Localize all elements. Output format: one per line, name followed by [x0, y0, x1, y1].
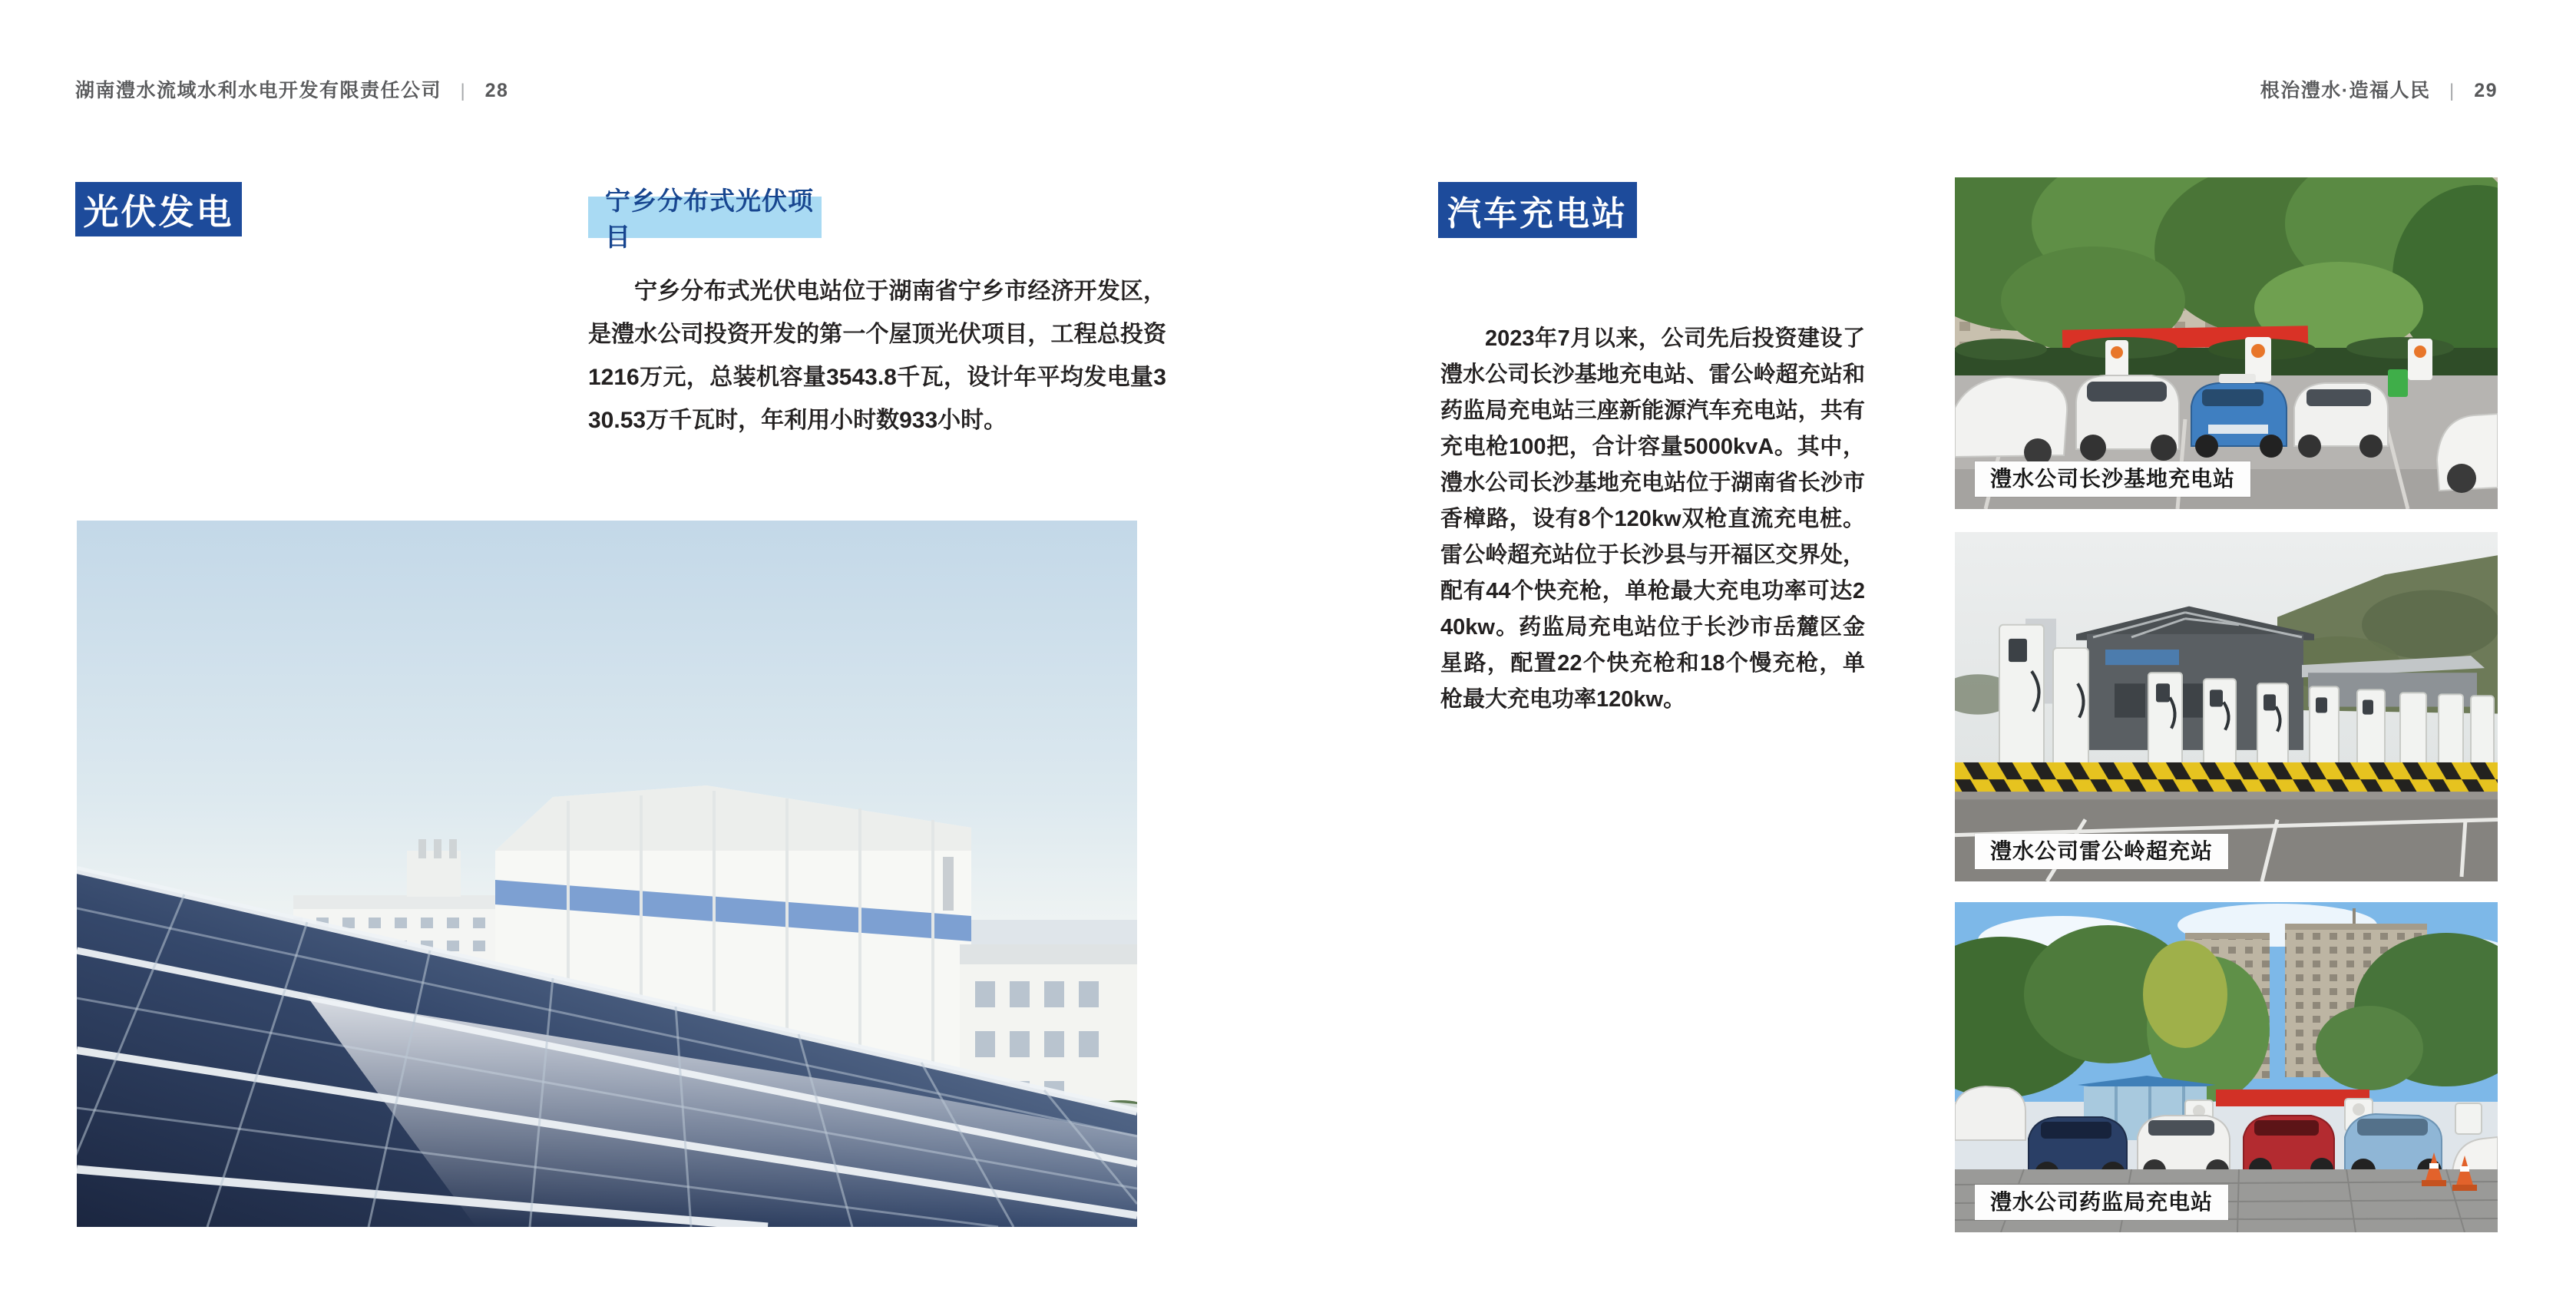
- slogan: 根治澧水·造福人民: [2260, 80, 2431, 101]
- yaojianju-illustration: [1955, 902, 2498, 1232]
- section-title-photovoltaic: 光伏发电: [75, 182, 242, 236]
- ev-photo-leigongling: [1955, 532, 2498, 881]
- page-number-left: 28: [484, 80, 509, 101]
- page-number-right: 29: [2474, 80, 2498, 101]
- photo-caption-changsha-base: 澧水公司长沙基地充电站: [1975, 461, 2250, 497]
- company-name: 湖南澧水流域水利水电开发有限责任公司: [75, 80, 442, 101]
- running-head-left: [75, 75, 508, 103]
- header-separator: |: [2449, 81, 2455, 101]
- pv-rooftop-photo: [77, 521, 1137, 1227]
- ev-photo-yaojianju: [1955, 902, 2498, 1232]
- ev-charging-paragraph: 2023年7月以来，公司先后投资建设了澧水公司长沙基地充电站、雷公岭超充站和药监局充电站三座新能源汽车充电站，共有充电枪100把，合计容量5000kvA。其中，澧水公司长沙基地充电站位于湖南省长沙市香樟路，设有8个120kw双枪直流充电桩。雷公岭超充站位于长沙县与开福区交界处，配有44个快充枪，单枪最大充电功率可达240kw。药监局充电站位于长沙市岳麓区金星路，配置22个快充枪和18个慢充枪，单枪最大充电功率120kw。: [1440, 326, 1865, 712]
- photo-caption-leigongling: 澧水公司雷公岭超充站: [1975, 834, 2228, 869]
- photo-caption-yaojianju: 澧水公司药监局充电站: [1975, 1185, 2228, 1220]
- section-title-ev-charging: 汽车充电站: [1438, 182, 1637, 238]
- changsha-base-illustration: [1955, 177, 2498, 509]
- subsection-title-ningxiang-pv: 宁乡分布式光伏项目: [588, 197, 822, 238]
- photovoltaic-paragraph: 宁乡分布式光伏电站位于湖南省宁乡市经济开发区，是澧水公司投资开发的第一个屋顶光伏项目，工程总投资1216万元，总装机容量3543.8千瓦，设计年平均发电量330.53万千瓦时，年利用小时数933小时。: [588, 279, 1166, 433]
- header-separator: |: [460, 81, 467, 101]
- pv-rooftop-illustration: [77, 521, 1137, 1227]
- leigongling-illustration: [1955, 532, 2498, 881]
- ev-photo-changsha-base: [1955, 177, 2498, 509]
- running-head-right: [2260, 75, 2498, 103]
